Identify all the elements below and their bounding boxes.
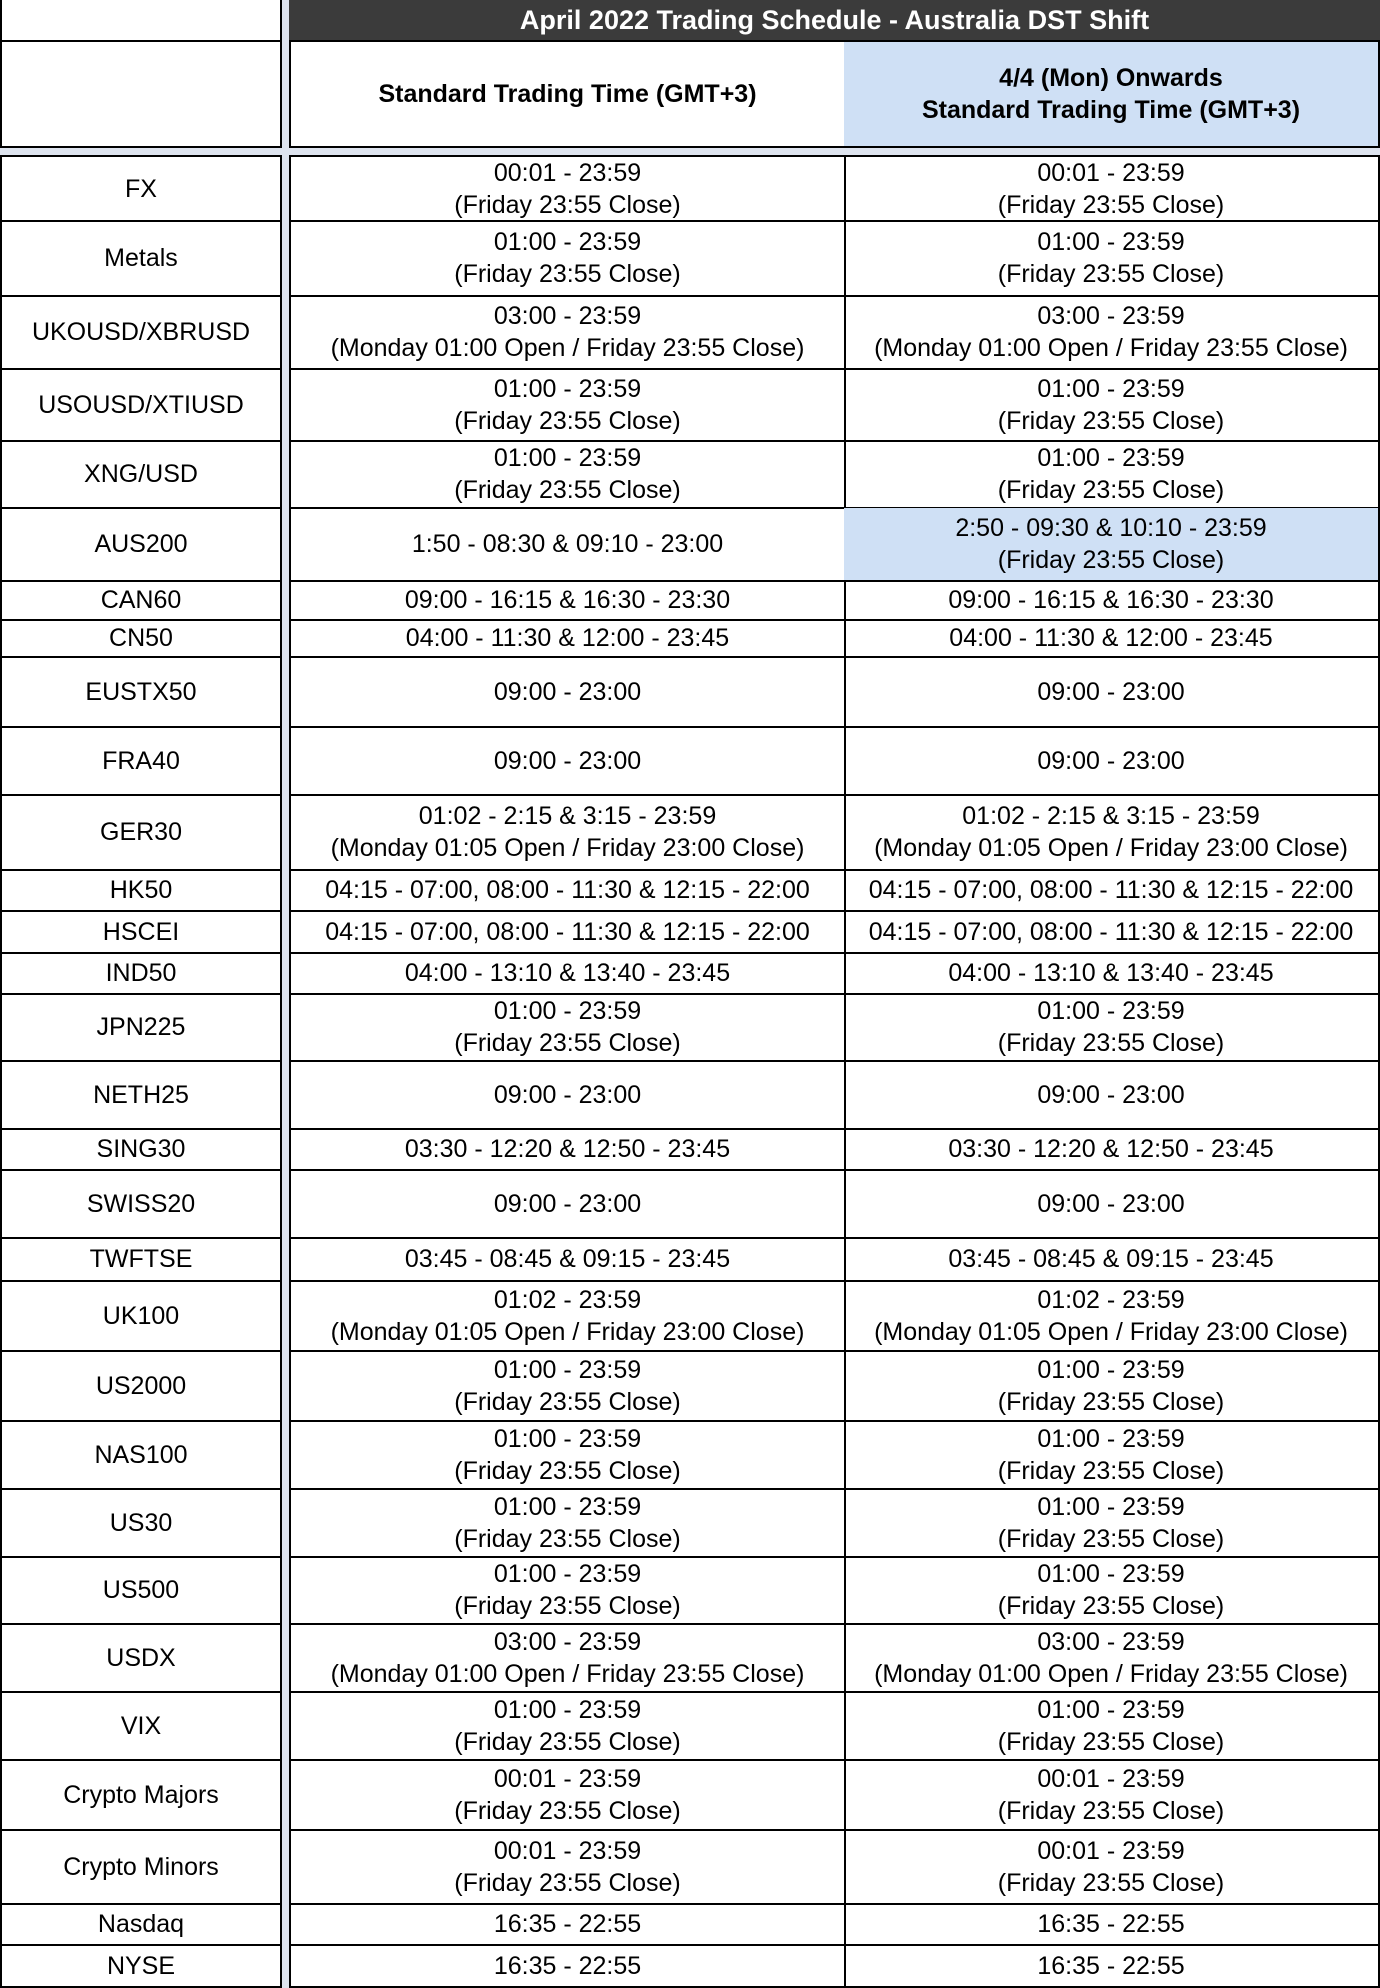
symbol-cell: CAN60 xyxy=(0,581,282,621)
time-line: 01:00 - 23:59 xyxy=(493,1424,642,1453)
time-line: 1:50 - 08:30 & 09:10 - 23:00 xyxy=(411,530,724,558)
time-line: 01:02 - 23:59 xyxy=(493,1285,642,1314)
time-line: (Friday 23:55 Close) xyxy=(997,1029,1225,1057)
column-header-new-line-2: Standard Trading Time (GMT+3) xyxy=(921,96,1301,124)
new-time-cell xyxy=(844,155,1380,222)
time-line: 01:00 - 23:59 xyxy=(1037,1492,1185,1521)
symbol-cell: UKOUSD/XBRUSD xyxy=(0,296,282,370)
time-line: 03:45 - 08:45 & 09:15 - 23:45 xyxy=(948,1245,1274,1273)
time-line: 01:00 - 23:59 xyxy=(1037,228,1185,256)
time-line: 01:02 - 2:15 & 3:15 - 23:59 xyxy=(962,802,1260,830)
corner-cell-top xyxy=(0,0,282,42)
symbol-cell: IND50 xyxy=(0,953,282,995)
time-line: (Friday 23:55 Close) xyxy=(997,1524,1225,1553)
standard-time-cell xyxy=(289,441,846,509)
time-line: 01:00 - 23:59 xyxy=(493,997,642,1025)
new-time-cell xyxy=(844,1351,1380,1422)
time-line: 03:00 - 23:59 xyxy=(1037,302,1185,330)
time-line: 09:00 - 16:15 & 16:30 - 23:30 xyxy=(404,586,731,614)
standard-time-cell xyxy=(289,911,846,954)
time-line: (Monday 01:00 Open / Friday 23:55 Close) xyxy=(330,334,805,362)
time-line: 03:30 - 12:20 & 12:50 - 23:45 xyxy=(404,1135,731,1163)
symbol-cell: Nasdaq xyxy=(0,1904,282,1946)
time-line: 09:00 - 23:00 xyxy=(493,1189,642,1218)
time-line: (Monday 01:05 Open / Friday 23:00 Close) xyxy=(874,834,1348,862)
time-line: (Friday 23:55 Close) xyxy=(454,190,681,219)
new-time-cell xyxy=(844,1129,1380,1171)
time-line: (Friday 23:55 Close) xyxy=(997,1456,1225,1485)
time-line: 03:00 - 23:59 xyxy=(1037,1627,1185,1656)
symbol-cell: NYSE xyxy=(0,1945,282,1988)
time-line: 16:35 - 22:55 xyxy=(1037,1951,1185,1980)
time-line: (Friday 23:55 Close) xyxy=(454,476,681,504)
corner-cell xyxy=(0,40,282,148)
standard-time-cell xyxy=(289,1830,846,1905)
symbol-cell: HSCEI xyxy=(0,911,282,954)
column-header-new-line-1: 4/4 (Mon) Onwards xyxy=(999,64,1223,92)
new-time-cell xyxy=(844,620,1380,658)
symbol-cell: NAS100 xyxy=(0,1421,282,1490)
time-line: 00:01 - 23:59 xyxy=(493,1836,642,1865)
time-line: (Monday 01:00 Open / Friday 23:55 Close) xyxy=(874,334,1348,362)
time-line: (Monday 01:05 Open / Friday 23:00 Close) xyxy=(330,1317,805,1346)
time-line: (Friday 23:55 Close) xyxy=(997,1592,1225,1620)
symbol-cell: GER30 xyxy=(0,795,282,871)
standard-time-cell xyxy=(289,620,846,658)
time-line: (Friday 23:55 Close) xyxy=(997,476,1225,504)
new-time-cell xyxy=(844,994,1380,1062)
time-line: 01:00 - 23:59 xyxy=(1037,1355,1185,1384)
new-time-cell xyxy=(844,1557,1380,1625)
time-line: 01:02 - 23:59 xyxy=(1037,1285,1185,1314)
standard-time-cell xyxy=(289,155,846,222)
standard-time-cell xyxy=(289,727,846,796)
time-line: 04:00 - 11:30 & 12:00 - 23:45 xyxy=(949,624,1273,652)
time-line: 01:00 - 23:59 xyxy=(1037,1560,1185,1588)
time-line: 16:35 - 22:55 xyxy=(493,1910,642,1938)
time-line: 03:00 - 23:59 xyxy=(493,1627,642,1656)
standard-time-cell xyxy=(289,657,846,728)
standard-time-cell xyxy=(289,581,846,621)
time-line: (Friday 23:55 Close) xyxy=(997,1868,1225,1897)
standard-time-cell xyxy=(289,1945,846,1988)
time-line: 01:00 - 23:59 xyxy=(1037,997,1185,1025)
time-line: (Friday 23:55 Close) xyxy=(454,1524,681,1553)
standard-time-cell xyxy=(289,296,846,370)
time-line: 03:00 - 23:59 xyxy=(493,302,642,330)
new-time-cell xyxy=(844,1281,1380,1352)
time-line: (Monday 01:00 Open / Friday 23:55 Close) xyxy=(874,1659,1348,1688)
standard-time-cell xyxy=(289,1421,846,1490)
time-line: (Friday 23:55 Close) xyxy=(454,1456,681,1485)
time-line: 04:15 - 07:00, 08:00 - 11:30 & 12:15 - 22:00 xyxy=(325,917,810,946)
time-line: (Friday 23:55 Close) xyxy=(454,1387,681,1416)
new-time-cell xyxy=(844,1760,1380,1831)
time-line: 01:00 - 23:59 xyxy=(493,1695,642,1724)
time-line: 04:15 - 07:00, 08:00 - 11:30 & 12:15 - 22:00 xyxy=(325,876,810,904)
time-line: 01:00 - 23:59 xyxy=(1037,1424,1185,1453)
column-header-standard xyxy=(289,40,846,148)
time-line: (Monday 01:00 Open / Friday 23:55 Close) xyxy=(330,1659,805,1688)
time-line: (Friday 23:55 Close) xyxy=(997,190,1225,219)
new-time-cell xyxy=(844,508,1380,582)
time-line: (Friday 23:55 Close) xyxy=(454,1029,681,1057)
symbol-cell: US500 xyxy=(0,1557,282,1625)
column-header-standard-line: Standard Trading Time (GMT+3) xyxy=(378,80,757,108)
new-time-cell xyxy=(844,581,1380,621)
standard-time-cell xyxy=(289,221,846,297)
new-time-cell xyxy=(844,1061,1380,1130)
standard-time-cell xyxy=(289,870,846,912)
time-line: (Monday 01:05 Open / Friday 23:00 Close) xyxy=(874,1317,1348,1346)
symbol-cell: AUS200 xyxy=(0,508,282,582)
new-time-cell xyxy=(844,911,1380,954)
column-header-new xyxy=(844,40,1380,148)
time-line: 01:00 - 23:59 xyxy=(493,444,642,472)
standard-time-cell xyxy=(289,953,846,995)
time-line: 01:00 - 23:59 xyxy=(493,1355,642,1384)
time-line: 09:00 - 23:00 xyxy=(493,677,642,706)
new-time-cell xyxy=(844,296,1380,370)
time-line: 09:00 - 23:00 xyxy=(1037,1080,1185,1109)
time-line: 04:15 - 07:00, 08:00 - 11:30 & 12:15 - 22:00 xyxy=(868,876,1354,904)
time-line: (Friday 23:55 Close) xyxy=(997,546,1225,574)
time-line: 01:00 - 23:59 xyxy=(1037,444,1185,472)
symbol-cell: XNG/USD xyxy=(0,441,282,509)
time-line: (Friday 23:55 Close) xyxy=(997,406,1225,435)
symbol-cell: UK100 xyxy=(0,1281,282,1352)
time-line: 00:01 - 23:59 xyxy=(1037,1836,1185,1865)
symbol-cell: JPN225 xyxy=(0,994,282,1062)
time-line: 09:00 - 23:00 xyxy=(1037,677,1185,706)
time-line: 00:01 - 23:59 xyxy=(1037,158,1185,187)
new-time-cell xyxy=(844,1945,1380,1988)
standard-time-cell xyxy=(289,1351,846,1422)
symbol-cell: USDX xyxy=(0,1624,282,1693)
standard-time-cell xyxy=(289,1170,846,1239)
time-line: 09:00 - 23:00 xyxy=(493,1080,642,1109)
symbol-cell: HK50 xyxy=(0,870,282,912)
new-time-cell xyxy=(844,953,1380,995)
time-line: 04:00 - 11:30 & 12:00 - 23:45 xyxy=(405,624,730,652)
time-line: 09:00 - 16:15 & 16:30 - 23:30 xyxy=(948,586,1274,614)
new-time-cell xyxy=(844,1692,1380,1761)
time-line: (Friday 23:55 Close) xyxy=(997,1727,1225,1756)
time-line: (Friday 23:55 Close) xyxy=(454,1592,681,1620)
standard-time-cell xyxy=(289,1692,846,1761)
time-line: (Friday 23:55 Close) xyxy=(997,1796,1225,1825)
standard-time-cell xyxy=(289,1760,846,1831)
symbol-cell: CN50 xyxy=(0,620,282,658)
new-time-cell xyxy=(844,1489,1380,1558)
new-time-cell xyxy=(844,1170,1380,1239)
time-line: (Friday 23:55 Close) xyxy=(454,260,681,288)
symbol-cell: TWFTSE xyxy=(0,1238,282,1282)
new-time-cell xyxy=(844,441,1380,509)
standard-time-cell xyxy=(289,1904,846,1946)
symbol-cell: Crypto Minors xyxy=(0,1830,282,1905)
symbol-cell: FRA40 xyxy=(0,727,282,796)
time-line: 01:02 - 2:15 & 3:15 - 23:59 xyxy=(418,802,717,830)
new-time-cell xyxy=(844,795,1380,871)
new-time-cell xyxy=(844,1904,1380,1946)
standard-time-cell xyxy=(289,1624,846,1693)
new-time-cell xyxy=(844,221,1380,297)
time-line: (Monday 01:05 Open / Friday 23:00 Close) xyxy=(330,834,805,862)
time-line: 2:50 - 09:30 & 10:10 - 23:59 xyxy=(955,514,1267,542)
new-time-cell xyxy=(844,1238,1380,1282)
symbol-cell: US30 xyxy=(0,1489,282,1558)
time-line: 04:00 - 13:10 & 13:40 - 23:45 xyxy=(948,959,1274,987)
header-divider xyxy=(0,148,1380,155)
time-line: 00:01 - 23:59 xyxy=(493,1764,642,1793)
time-line: 16:35 - 22:55 xyxy=(493,1951,642,1980)
time-line: 00:01 - 23:59 xyxy=(493,158,642,187)
symbol-cell: Crypto Majors xyxy=(0,1760,282,1831)
new-time-cell xyxy=(844,1624,1380,1693)
standard-time-cell xyxy=(289,508,846,582)
new-time-cell xyxy=(844,1830,1380,1905)
symbol-cell: USOUSD/XTIUSD xyxy=(0,369,282,442)
time-line: 01:00 - 23:59 xyxy=(493,1492,642,1521)
time-line: 00:01 - 23:59 xyxy=(1037,1764,1185,1793)
symbol-cell: EUSTX50 xyxy=(0,657,282,728)
time-line: 01:00 - 23:59 xyxy=(1037,374,1185,403)
column-divider xyxy=(281,0,289,1988)
time-line: (Friday 23:55 Close) xyxy=(454,1727,681,1756)
time-line: (Friday 23:55 Close) xyxy=(997,260,1225,288)
standard-time-cell xyxy=(289,369,846,442)
time-line: 04:00 - 13:10 & 13:40 - 23:45 xyxy=(404,959,731,987)
time-line: 04:15 - 07:00, 08:00 - 11:30 & 12:15 - 22:00 xyxy=(868,917,1354,946)
new-time-cell xyxy=(844,727,1380,796)
time-line: 09:00 - 23:00 xyxy=(1037,746,1185,775)
symbol-cell: NETH25 xyxy=(0,1061,282,1130)
time-line: (Friday 23:55 Close) xyxy=(997,1387,1225,1416)
time-line: 01:00 - 23:59 xyxy=(493,374,642,403)
symbol-cell: SWISS20 xyxy=(0,1170,282,1239)
standard-time-cell xyxy=(289,994,846,1062)
time-line: 16:35 - 22:55 xyxy=(1037,1910,1185,1938)
new-time-cell xyxy=(844,870,1380,912)
symbol-cell: VIX xyxy=(0,1692,282,1761)
standard-time-cell xyxy=(289,795,846,871)
page-title: April 2022 Trading Schedule - Australia DST Shift xyxy=(289,0,1380,40)
time-line: 09:00 - 23:00 xyxy=(1037,1189,1185,1218)
standard-time-cell xyxy=(289,1129,846,1171)
new-time-cell xyxy=(844,1421,1380,1490)
time-line: (Friday 23:55 Close) xyxy=(454,406,681,435)
symbol-cell: FX xyxy=(0,155,282,222)
time-line: 01:00 - 23:59 xyxy=(493,1560,642,1588)
time-line: 01:00 - 23:59 xyxy=(493,228,642,256)
symbol-cell: US2000 xyxy=(0,1351,282,1422)
standard-time-cell xyxy=(289,1281,846,1352)
time-line: 03:45 - 08:45 & 09:15 - 23:45 xyxy=(404,1245,731,1273)
standard-time-cell xyxy=(289,1557,846,1625)
time-line: 01:00 - 23:59 xyxy=(1037,1695,1185,1724)
time-line: 09:00 - 23:00 xyxy=(493,746,642,775)
time-line: (Friday 23:55 Close) xyxy=(454,1796,681,1825)
new-time-cell xyxy=(844,657,1380,728)
new-time-cell xyxy=(844,369,1380,442)
time-line: (Friday 23:55 Close) xyxy=(454,1868,681,1897)
time-line: 03:30 - 12:20 & 12:50 - 23:45 xyxy=(948,1135,1274,1163)
standard-time-cell xyxy=(289,1238,846,1282)
symbol-cell: Metals xyxy=(0,221,282,297)
standard-time-cell xyxy=(289,1061,846,1130)
standard-time-cell xyxy=(289,1489,846,1558)
symbol-cell: SING30 xyxy=(0,1129,282,1171)
